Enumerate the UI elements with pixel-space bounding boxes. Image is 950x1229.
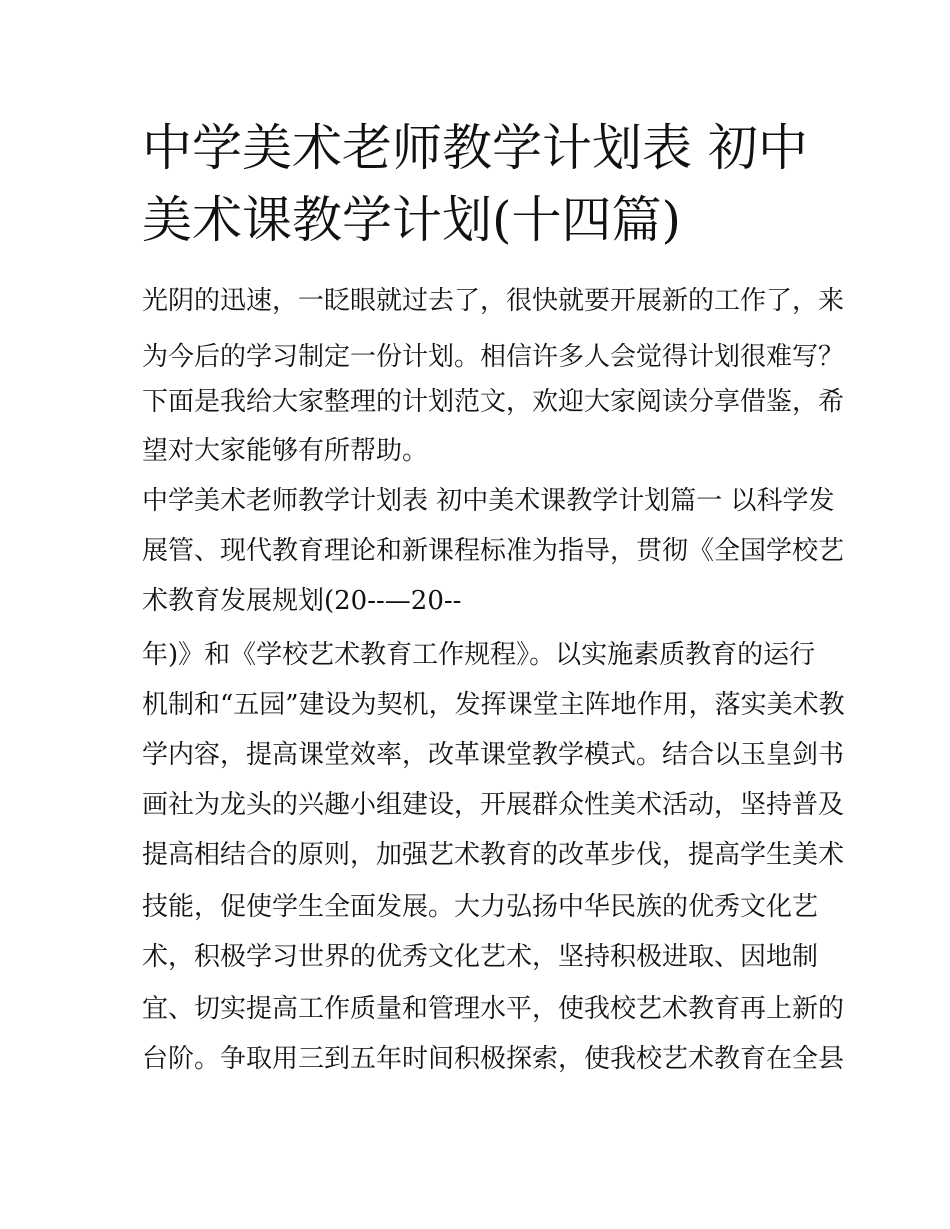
section-line-12: 台阶。争取用三到五年时间积极探索，使我校艺术教育在全县 <box>142 1044 845 1074</box>
page-title <box>142 112 822 256</box>
section-line-10: 术，积极学习世界的优秀文化艺术，坚持积极进取、因地制 <box>142 942 819 972</box>
section-line-11: 宜、切实提高工作质量和管理水平，使我校艺术教育再上新的 <box>142 994 845 1024</box>
section-line-2: 展管、现代教育理论和新课程标准为指导，贯彻《全国学校艺 <box>142 536 845 566</box>
section-line-6: 学内容，提高课堂效率，改革课堂教学模式。结合以玉皇剑书 <box>142 740 845 770</box>
section-line-9: 技能，促使学生全面发展。大力弘扬中华民族的优秀文化艺 <box>142 892 819 922</box>
title-line-2: 美术课教学计划(十四篇) <box>142 191 682 249</box>
intro-line-2: 为今后的学习制定一份计划。相信许多人会觉得计划很难写？ <box>142 342 845 372</box>
section-line-3: 术教育发展规划(20--—20-- <box>142 586 462 616</box>
section-line-7: 画社为龙头的兴趣小组建设，开展群众性美术活动，坚持普及 <box>142 790 845 820</box>
section-line-8: 提高相结合的原则，加强艺术教育的改革步伐，提高学生美术 <box>142 840 845 870</box>
section-line-5: 机制和“五园”建设为契机，发挥课堂主阵地作用，落实美术教 <box>142 690 845 720</box>
section-line-4: 年)》和《学校艺术教育工作规程》。以实施素质教育的运行 <box>142 640 816 670</box>
section-line-1: 中学美术老师教学计划表 初中美术课教学计划篇一 以科学发 <box>142 486 835 516</box>
intro-line-4: 望对大家能够有所帮助。 <box>142 436 429 466</box>
intro-line-3: 下面是我给大家整理的计划范文，欢迎大家阅读分享借鉴，希 <box>142 387 845 417</box>
title-line-1: 中学美术老师教学计划表 初中 <box>142 119 808 177</box>
intro-line-1: 光阴的迅速，一眨眼就过去了，很快就要开展新的工作了，来 <box>142 286 845 316</box>
